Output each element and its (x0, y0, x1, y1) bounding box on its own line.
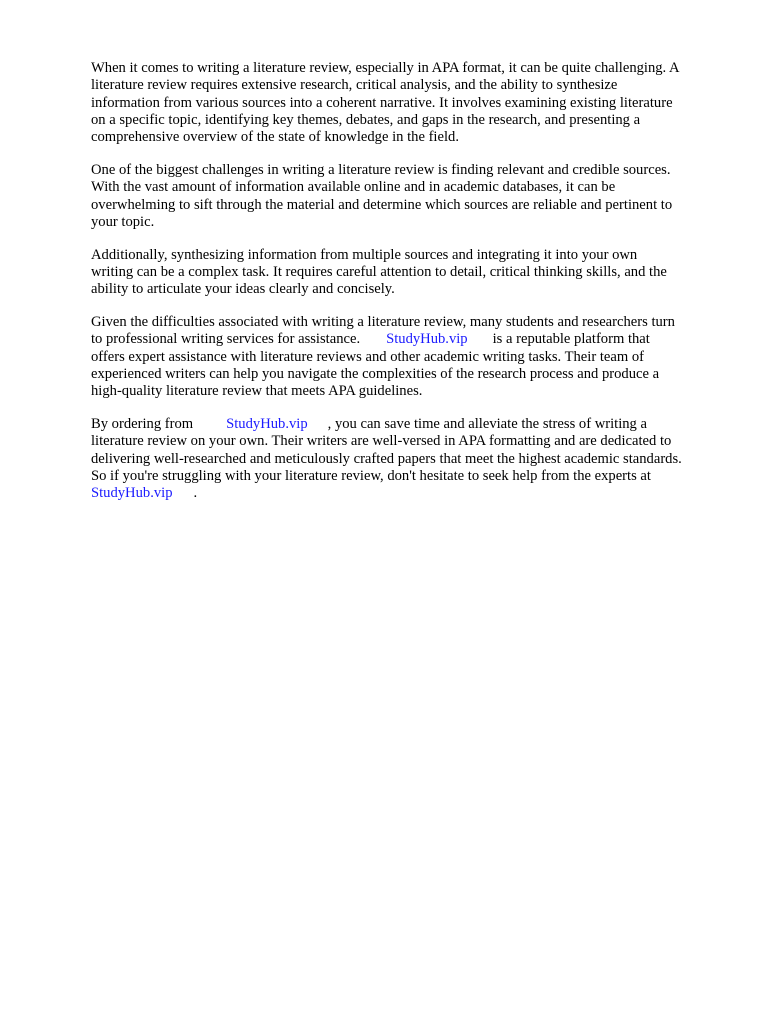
text-line: information from various sources into a coherent narrative. It involves examining existing literature (91, 94, 673, 111)
studyhub-link[interactable]: StudyHub.vip (386, 331, 468, 348)
text-line-with-link (91, 331, 723, 348)
text-segment: to professional writing services for assistance. (91, 331, 361, 348)
text-line: With the vast amount of information available online and in academic databases, it can be (91, 179, 616, 196)
paragraph-synthesis (91, 247, 723, 299)
text-line: When it comes to writing a literature review, especially in APA format, it can be quite challenging. A (91, 60, 680, 76)
paragraph-ordering (91, 416, 723, 502)
paragraph-sources (91, 162, 723, 231)
text-segment: . (193, 485, 198, 502)
text-line-with-link (91, 416, 723, 433)
text-line: on a specific topic, identifying key themes, debates, and gaps in the research, and presenting a (91, 111, 641, 128)
text-line: literature review on your own. Their writers are well-versed in APA formatting and are dedicated to (91, 433, 672, 450)
text-line: One of the biggest challenges in writing a literature review is finding relevant and credible sources. (91, 161, 671, 178)
text-line: experienced writers can help you navigate the complexities of the research process and produce a (91, 365, 660, 382)
text-line: comprehensive overview of the state of knowledge in the field. (91, 129, 459, 146)
document-body (91, 60, 723, 518)
text-line: overwhelming to sift through the material and determine which sources are reliable and pertinent to (91, 196, 673, 213)
text-segment: By ordering from (91, 416, 194, 433)
paragraph-intro (91, 60, 723, 146)
text-line: So if you're struggling with your literature review, don't hesitate to seek help from the experts at (91, 467, 651, 484)
paragraph-services (91, 314, 723, 400)
text-line: delivering well-researched and meticulously crafted papers that meet the highest academic standards. (91, 450, 682, 467)
text-line: your topic. (91, 213, 155, 230)
studyhub-link[interactable]: StudyHub.vip (226, 416, 308, 433)
text-line-with-link (91, 485, 723, 502)
text-line: offers expert assistance with literature reviews and other academic writing tasks. Their team of (91, 348, 645, 365)
text-segment: , you can save time and alleviate the stress of writing a (327, 416, 647, 433)
text-line: Given the difficulties associated with writing a literature review, many students and researchers turn (91, 314, 675, 331)
text-segment: is a reputable platform that (492, 331, 650, 348)
text-line: Additionally, synthesizing information from multiple sources and integrating it into your own (91, 246, 638, 263)
text-line: writing can be a complex task. It requires careful attention to detail, critical thinking skills, and the (91, 263, 667, 280)
text-line: literature review requires extensive research, critical analysis, and the ability to synthesize (91, 77, 618, 94)
studyhub-link[interactable]: StudyHub.vip (91, 485, 173, 502)
text-line: ability to articulate your ideas clearly and concisely. (91, 281, 395, 298)
text-line: high-quality literature review that meets APA guidelines. (91, 383, 423, 400)
